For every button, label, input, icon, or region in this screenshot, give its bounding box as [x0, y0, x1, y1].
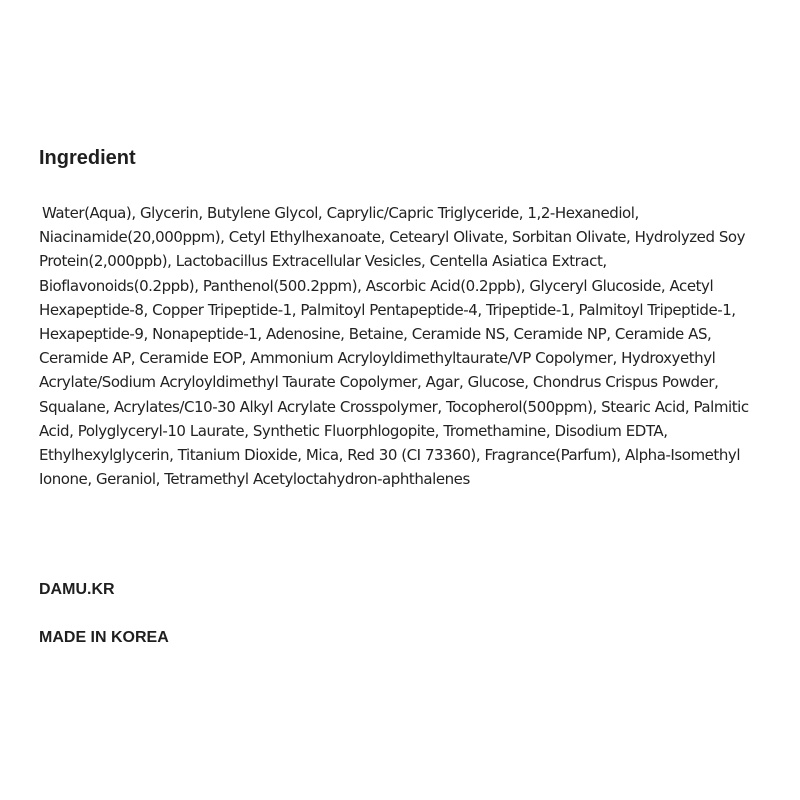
country-of-origin: MADE IN KOREA — [39, 629, 169, 646]
brand-website: DAMU.KR — [39, 581, 115, 598]
ingredient-heading: Ingredient — [39, 147, 136, 169]
ingredients-list: Water(Aqua), Glycerin, Butylene Glycol, Caprylic/Capric Triglyceride, 1,2-Hexanediol, Niacinamide(20,000ppm), Cetyl Ethylhexanoate, Cetearyl Olivate, Sorbitan Olivate, Hydrolyzed Soy Protein(2,000ppb), Lactobacillus Extracellular Vesicles, Centella Asiatica Extract, Bioflavonoids(0.2ppb), Panthenol(500.2ppm), Ascorbic Acid(0.2ppb), Glyceryl Glucoside, Acetyl Hexapeptide-8, Copper Tripeptide-1, Palmitoyl Pentapeptide-4, Tripeptide-1, Palmitoyl Tripeptide-1, Hexapeptide-9, Nonapeptide-1, Adenosine, Betaine, Ceramide NS, Ceramide NP, Ceramide AS, Ceramide AP, Ceramide EOP, Ammonium Acryloyldimethyltaurate/VP Copolymer, Hydroxyethyl Acrylate/Sodium Acryloyldimethyl Taurate Copolymer, Agar, Glucose, Chondrus Crispus Powder, Squalane, Acrylates/C10-30 Alkyl Acrylate Crosspolymer, Tocopherol(500ppm), Stearic Acid, Palmitic Acid, Polyglyceryl-10 Laurate, Synthetic Fluorphlogopite, Tromethamine, Disodium EDTA, Ethylhexylglycerin, Titanium Dioxide, Mica, Red 30 (CI 73360), Fragrance(Parfum), Alpha-Isomethyl Ionone, Geraniol, Tetramethyl Acetyloctahydron-aphthalenes — [39, 204, 749, 489]
